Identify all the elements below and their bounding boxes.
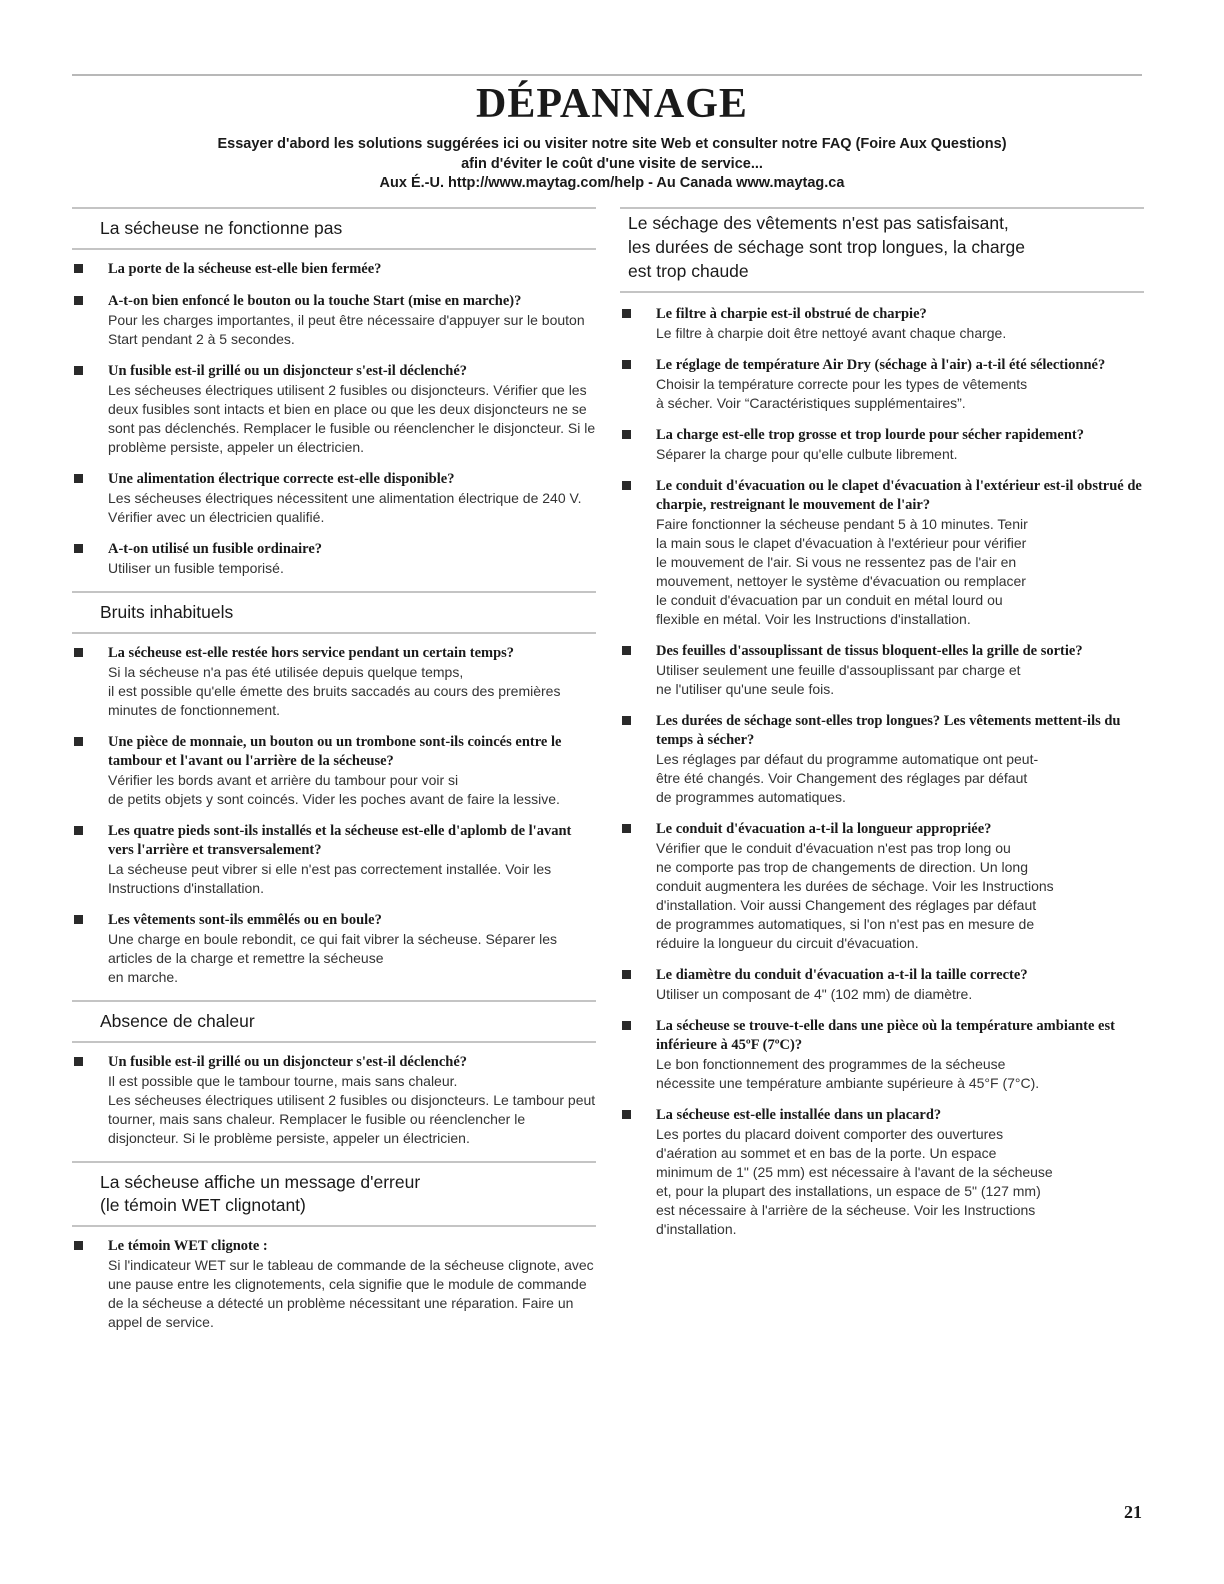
troubleshooting-item: [72, 733, 596, 809]
page-number: 21: [1124, 1502, 1142, 1522]
question: La charge est-elle trop grosse et trop lourde pour sécher rapidement?: [656, 427, 1084, 443]
question: A-t-on bien enfoncé le bouton ou la touche Start (mise en marche)?: [108, 293, 522, 309]
answer: Pour les charges importantes, il peut être nécessaire d'appuyer sur le bouton Start pendant 2 à 5 secondes.: [108, 312, 585, 347]
square-bullet-icon: [74, 544, 83, 553]
square-bullet-icon: [74, 366, 83, 375]
troubleshooting-item: [72, 911, 596, 987]
question: Les quatre pieds sont-ils installés et la sécheuse est-elle d'aplomb de l'avant vers l'arrière et transversalement?: [108, 823, 572, 858]
answer: Les sécheuses électriques nécessitent une alimentation électrique de 240 V. Vérifier avec un électricien qualifié.: [108, 490, 582, 525]
square-bullet-icon: [74, 737, 83, 746]
intro-line: afin d'éviter le coût d'une visite de service...: [461, 155, 763, 172]
troubleshooting-item: [72, 540, 596, 578]
left-column: [72, 207, 596, 1345]
troubleshooting-item: [620, 477, 1144, 629]
answer: Si l'indicateur WET sur le tableau de commande de la sécheuse clignote, avec une pause entre les clignotements, cela signifie que le module de commande de la sécheuse a détecté un problème nécessitant une réparation. Faire un appel de service.: [108, 1257, 594, 1330]
troubleshooting-item: [620, 966, 1144, 1004]
section-heading: Bruits inhabituels: [72, 591, 596, 634]
answer: Choisir la température correcte pour les types de vêtements à sécher. Voir “Caractéristiques supplémentaires”.: [656, 376, 1028, 411]
troubleshooting-item: [620, 305, 1144, 343]
square-bullet-icon: [622, 430, 631, 439]
troubleshooting-item: [72, 822, 596, 898]
troubleshooting-item: [620, 356, 1144, 413]
intro: [72, 135, 1152, 194]
square-bullet-icon: [622, 1021, 631, 1030]
question: Une pièce de monnaie, un bouton ou un trombone sont-ils coincés entre le tambour et l'avant ou l'arrière de la sécheuse?: [108, 734, 562, 769]
troubleshooting-item: [72, 1237, 596, 1332]
intro-line: Essayer d'abord les solutions suggérées ici ou visiter notre site Web et consulter notre FAQ (Foire Aux Questions): [217, 136, 1007, 152]
troubleshooting-item: [620, 1017, 1144, 1093]
question: Une alimentation électrique correcte est-elle disponible?: [108, 471, 455, 487]
question: La sécheuse est-elle installée dans un placard?: [656, 1107, 942, 1123]
question: Le réglage de température Air Dry (séchage à l'air) a-t-il été sélectionné?: [656, 357, 1106, 373]
answer: Séparer la charge pour qu'elle culbute librement.: [656, 446, 958, 462]
section-heading: La sécheuse affiche un message d'erreur (le témoin WET clignotant): [72, 1161, 596, 1227]
intro-line: Aux É.-U. http://www.maytag.com/help - Au Canada www.maytag.ca: [379, 175, 845, 191]
section-heading: La sécheuse ne fonctionne pas: [72, 207, 596, 250]
question: Le conduit d'évacuation a-t-il la longueur appropriée?: [656, 821, 992, 837]
square-bullet-icon: [74, 648, 83, 657]
square-bullet-icon: [622, 1110, 631, 1119]
square-bullet-icon: [74, 1057, 83, 1066]
section-heading: Le séchage des vêtements n'est pas satisfaisant, les durées de séchage sont trop longues, la charge est trop chaude: [620, 207, 1144, 293]
answer: Les réglages par défaut du programme automatique ont peut- être été changés. Voir Changement des réglages par défaut de programmes automatiques.: [656, 751, 1039, 805]
answer: Les portes du placard doivent comporter des ouvertures d'aération au sommet et en bas de la porte. Un espace minimum de 1" (25 mm) est nécessaire à l'avant de la sécheuse et, pour la plupart des installations, un espace de 5" (127 mm) est nécessaire à l'arrière de la sécheuse. Voir les Instructions d'installation.: [656, 1126, 1053, 1237]
square-bullet-icon: [74, 826, 83, 835]
answer: Utiliser seulement une feuille d'assouplissant par charge et ne l'utiliser qu'une seule fois.: [656, 662, 1021, 697]
square-bullet-icon: [622, 716, 631, 725]
square-bullet-icon: [622, 309, 631, 318]
answer: Vérifier les bords avant et arrière du tambour pour voir si de petits objets y sont coincés. Vider les poches avant de faire la lessive.: [108, 772, 560, 807]
top-rule: [72, 74, 1142, 76]
question: Le conduit d'évacuation ou le clapet d'évacuation à l'extérieur est-il obstrué de charpie, restreignant le mouvement de l'air?: [656, 478, 1142, 513]
answer: Si la sécheuse n'a pas été utilisée depuis quelque temps, il est possible qu'elle émette des bruits saccadés au cours des premières minutes de fonctionnement.: [108, 664, 561, 718]
question: Un fusible est-il grillé ou un disjoncteur s'est-il déclenché?: [108, 363, 468, 379]
question: La sécheuse est-elle restée hors service pendant un certain temps?: [108, 645, 515, 661]
question: Les vêtements sont-ils emmêlés ou en boule?: [108, 912, 382, 928]
question: Des feuilles d'assouplissant de tissus bloquent-elles la grille de sortie?: [656, 643, 1083, 659]
troubleshooting-item: [72, 644, 596, 720]
troubleshooting-item: [620, 642, 1144, 699]
answer: Faire fonctionner la sécheuse pendant 5 à 10 minutes. Tenir la main sous le clapet d'évacuation à l'extérieur pour vérifier le mouvement de l'air. Si vous ne ressentez pas de l'air en mouvement, nettoyer le système d'évacuation ou remplacer le conduit d'évacuation par un conduit en métal lourd ou flexible en métal. Voir les Instructions d'installation.: [656, 516, 1028, 627]
answer: Vérifier que le conduit d'évacuation n'est pas trop long ou ne comporte pas trop de changements de direction. Un long conduit augmentera les durées de séchage. Voir les Instructions d'installation. Voir aussi Changement des réglages par défaut de programmes automatiques, si l'on n'est pas en mesure de réduire la longueur du circuit d'évacuation.: [656, 840, 1054, 951]
square-bullet-icon: [622, 824, 631, 833]
troubleshooting-item: [620, 712, 1144, 807]
right-column: [620, 207, 1144, 1252]
square-bullet-icon: [74, 1241, 83, 1250]
troubleshooting-item: [620, 1106, 1144, 1239]
troubleshooting-item: [72, 470, 596, 527]
question: Le diamètre du conduit d'évacuation a-t-il la taille correcte?: [656, 967, 1028, 983]
troubleshooting-item: [620, 820, 1144, 953]
question: La porte de la sécheuse est-elle bien fermée?: [108, 261, 382, 277]
square-bullet-icon: [74, 296, 83, 305]
troubleshooting-item: [72, 1053, 596, 1148]
square-bullet-icon: [622, 481, 631, 490]
answer: Il est possible que le tambour tourne, mais sans chaleur. Les sécheuses électriques utilisent 2 fusibles ou disjoncteurs. Le tambour peut tourner, mais sans chaleur. Remplacer le fusible ou réenclencher le disjoncteur. Si le problème persiste, appeler un électricien.: [108, 1073, 596, 1146]
section-heading: Absence de chaleur: [72, 1000, 596, 1043]
troubleshooting-item: [72, 362, 596, 457]
answer: Les sécheuses électriques utilisent 2 fusibles ou disjoncteurs. Vérifier que les deux fusibles sont intacts et bien en place ou que les deux disjoncteurs ne se sont pas déclenchés. Remplacer le fusible ou réenclencher le disjoncteur. Si le problème persiste, appeler un électricien.: [108, 382, 596, 455]
square-bullet-icon: [74, 264, 83, 273]
answer: Une charge en boule rebondit, ce qui fait vibrer la sécheuse. Séparer les articles de la charge et remettre la sécheuse en marche.: [108, 931, 558, 985]
question: Le filtre à charpie est-il obstrué de charpie?: [656, 306, 927, 322]
question: A-t-on utilisé un fusible ordinaire?: [108, 541, 323, 557]
square-bullet-icon: [622, 646, 631, 655]
answer: Le filtre à charpie doit être nettoyé avant chaque charge.: [656, 325, 1007, 341]
question: Un fusible est-il grillé ou un disjoncteur s'est-il déclenché?: [108, 1054, 468, 1070]
troubleshooting-item: [72, 260, 596, 279]
square-bullet-icon: [74, 915, 83, 924]
answer: Le bon fonctionnement des programmes de la sécheuse nécessite une température ambiante supérieure à 45°F (7°C).: [656, 1056, 1040, 1091]
page-title: DÉPANNAGE: [476, 81, 748, 127]
answer: Utiliser un composant de 4" (102 mm) de diamètre.: [656, 986, 973, 1002]
square-bullet-icon: [622, 970, 631, 979]
answer: Utiliser un fusible temporisé.: [108, 560, 284, 576]
square-bullet-icon: [622, 360, 631, 369]
question: Le témoin WET clignote :: [108, 1238, 268, 1254]
question: La sécheuse se trouve-t-elle dans une pièce où la température ambiante est inférieure à 45ºF (7ºC)?: [656, 1018, 1115, 1053]
answer: La sécheuse peut vibrer si elle n'est pas correctement installée. Voir les Instructions d'installation.: [108, 861, 552, 896]
troubleshooting-item: [620, 426, 1144, 464]
question: Les durées de séchage sont-elles trop longues? Les vêtements mettent-ils du temps à sécher?: [656, 713, 1121, 748]
square-bullet-icon: [74, 474, 83, 483]
troubleshooting-item: [72, 292, 596, 349]
